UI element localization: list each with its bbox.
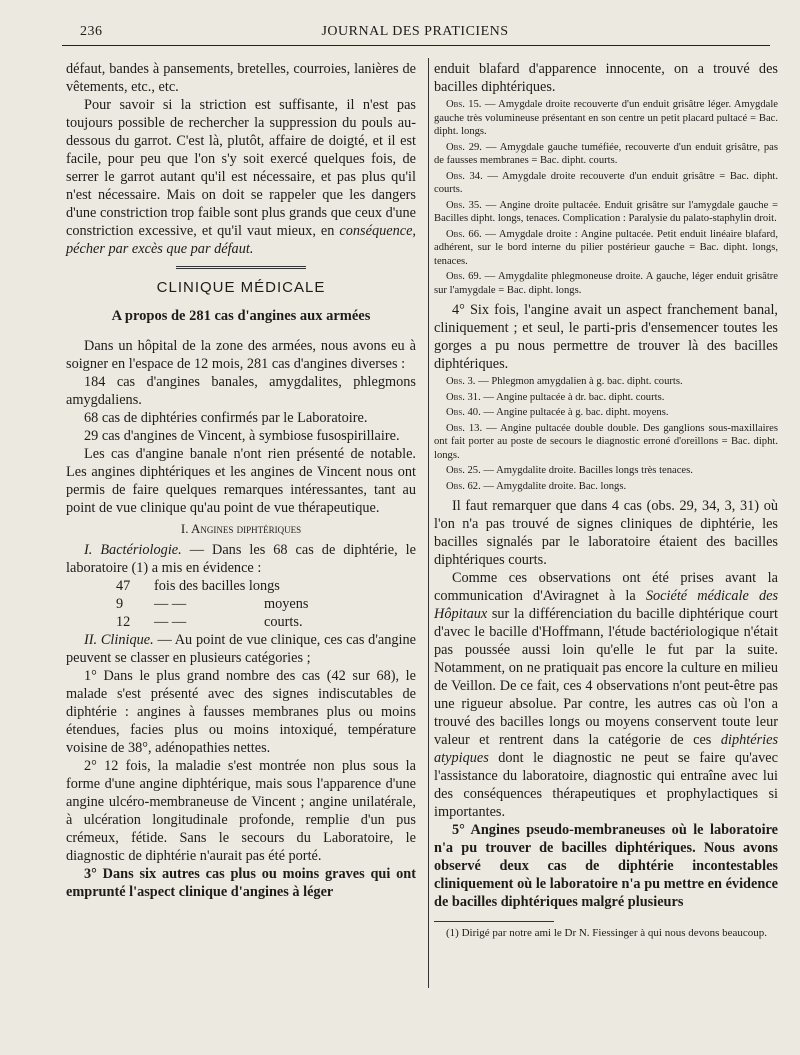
paragraph: Dans un hôpital de la zone des armées, nous avons eu à soigner en l'espace de 12 mois, 281 cas d'angines diverses : [66, 338, 416, 372]
paragraph: Pour savoir si la striction est suffisante, il n'est pas toujours possible de rechercher la suppression du pouls au-dessous du garrot. C'est là, plutôt, affaire de doigté, et il est facile, pour peu que l'on s'y soit exercé quelques fois, de serrer le garrot autant qu'il est nécessaire, et pas plus qu'il n'est nécessaire. Mais on doit se rappeler que les dangers d'une constriction trop faible sont plus grands que ceux d'une constriction excessive, et qu'il vaut mieux, en conséquence, pécher par excès que par défaut. [66, 97, 416, 257]
stat-row: 47 fois des bacilles longs [116, 578, 280, 594]
paragraph: Les cas d'angine banale n'ont rien présenté de notable. Les angines diphtériques et les angines de Vincent nous ont permis de faire quelques remarques intéressantes, tant au point de vue clinique qu'au point de vue thérapeutique. [66, 446, 416, 516]
right-column [434, 60, 778, 940]
paragraph: 184 cas d'angines banales, amygdalites, phlegmons amygdaliens. [66, 374, 416, 408]
paragraph: 4° Six fois, l'angine avait un aspect franchement banal, cliniquement ; et seul, le parti-pris d'ensemencer toutes les gorges a pu nous permettre de trouver là des bacilles diphtériques. [434, 302, 778, 372]
subsection-title: I. Angines diphtériques [180, 521, 302, 536]
paragraph: 5° Angines pseudo-membraneuses où le laboratoire n'a pu trouver de bacilles diphtériques. Nous avons observé deux cas de diphtérie incontestables cliniquement où le laboratoire n'a pu mettre en évidence de bacilles diphtériques malgré plusieurs [434, 822, 778, 910]
paragraph: II. Clinique. — Au point de vue clinique, ces cas d'angine peuvent se classer en plusieurs catégories ; [66, 632, 416, 666]
article-title: A propos de 281 cas d'angines aux armées [111, 308, 371, 324]
journal-title: JOURNAL DES PRATICIENS [321, 24, 509, 39]
observation: Obs. 40. — Angine pultacée à g. bac. dipht. moyens. [446, 407, 669, 418]
paragraph: I. Bactériologie. — Dans les 68 cas de diphtérie, le laboratoire (1) a mis en évidence : [66, 542, 416, 576]
paragraph: 3° Dans six autres cas plus ou moins graves qui ont emprunté l'aspect clinique d'angines à léger [66, 866, 416, 900]
stat-row: 9 — — moyens [116, 596, 309, 612]
observation: Obs. 3. — Phlegmon amygdalien à g. bac. dipht. courts. [446, 376, 683, 387]
observation: Obs. 31. — Angine pultacée à dr. bac. dipht. courts. [446, 391, 665, 403]
observation: Obs. 69. — Amygdalite phlegmoneuse droite. A gauche, léger enduit grisâtre sur l'amygdale = Bac. dipht. longs. [434, 271, 778, 296]
separator [176, 266, 306, 269]
observation: Obs. 29. — Amygdale gauche tuméfiée, recouverte d'un enduit grisâtre, pas de fausses membranes = Bac. dipht. courts. [434, 141, 778, 166]
paragraph: enduit blafard d'apparence innocente, on a trouvé des bacilles diphtériques. [434, 61, 778, 95]
paragraph: 68 cas de diphtéries confirmés par le Laboratoire. [84, 410, 368, 426]
paragraph: défaut, bandes à pansements, bretelles, courroies, lanières de vêtements, etc., etc. [66, 61, 416, 95]
observation: Obs. 62. — Amygdalite droite. Bac. longs. [446, 480, 627, 492]
paragraph: Il faut remarquer que dans 4 cas (obs. 29, 34, 3, 31) où l'on n'a pas trouvé de signes cliniques de diphtérie, les bacilles signalés par le laboratoire étaient des bacilles diphtériques courts. [434, 498, 778, 568]
observation: Obs. 25. — Amygdalite droite. Bacilles longs très tenaces. [446, 465, 693, 476]
page-header [60, 20, 770, 46]
observation: Obs. 66. — Amygdale droite : Angine pultacée. Petit enduit linéaire blafard, adhérent, sur le bord interne du pilier postérieur gauche = Bac. dipht. longs, tenaces. [434, 228, 778, 267]
paragraph: Comme ces observations ont été prises avant la communication d'Aviragnet à la Société médicale des Hôpitaux sur la différenciation du bacille diphtérique court d'avec le bacille d'Hoffmann, l'étude bactériologique n'était pas poussée aussi loin qu'elle le fut par la suite. Notamment, on ne pratiquait pas encore la culture en milieu de Veillon. De ce fait, ces 4 observations n'ont peut-être pas une rigueur absolue. Par contre, les autres cas où l'on a trouvé des bacilles longs ou moyens conservent toute leur valeur et rentrent dans la catégorie de ces diphtéries atypiques dont le diagnostic ne peut se faire qu'avec l'assistance du laboratoire, diagnostic qui entraîne avec lui des conséquences thérapeutiques et prophylactiques si importantes. [434, 570, 779, 820]
observation: Obs. 34. — Amygdale droite recouverte d'un enduit grisâtre = Bac. dipht. courts. [434, 170, 778, 195]
paragraph: 1° Dans le plus grand nombre des cas (42 sur 68), le malade s'est présenté avec des signes indiscutables de diphtérie : angines à fausses membranes plus ou moins étendues, facies plus ou moins intoxiqué, température voisine de 38°, adénopathies nettes. [66, 668, 416, 756]
page-number: 236 [80, 24, 103, 39]
paragraph: 29 cas d'angines de Vincent, à symbiose fusospirillaire. [84, 428, 400, 444]
observation: Obs. 13. — Angine pultacée double double. Des ganglions sous-maxillaires ont fait porter au poste de secours le diagnostic erroné d'oreillons = Bac. dipht. longs. [434, 422, 778, 461]
left-column [66, 60, 416, 901]
observation: Obs. 35. — Angine droite pultacée. Enduit grisâtre sur l'amygdale gauche = Bacilles dipht. longs, tenaces. Complication : Paralysie du palato-staphylin droit. [434, 199, 778, 224]
footnote-rule [434, 921, 554, 922]
column-divider [428, 58, 429, 988]
section-title: CLINIQUE MÉDICALE [156, 279, 326, 296]
stat-row: 12 — — courts. [116, 614, 303, 630]
header-rule [62, 45, 770, 46]
paragraph: 2° 12 fois, la maladie s'est montrée non plus sous la forme d'une angine diphtérique, mais sous l'apparence d'une angine ulcéro-membraneuse de Vincent ; angine unilatérale, à ulcération longitudinale profonde, remplie d'un pus crémeux, fétide. Sans le secours du Laboratoire, le diagnostic de diphtérie n'aurait pas été porté. [66, 758, 416, 864]
observation: Obs. 15. — Amygdale droite recouverte d'un enduit grisâtre léger. Amygdale gauche très volumineuse présentant en son centre un petit placard pultacé = Bac. dipht. longs. [434, 99, 778, 137]
footnote: (1) Dirigé par notre ami le Dr N. Fiessinger à qui nous devons beaucoup. [446, 927, 768, 939]
